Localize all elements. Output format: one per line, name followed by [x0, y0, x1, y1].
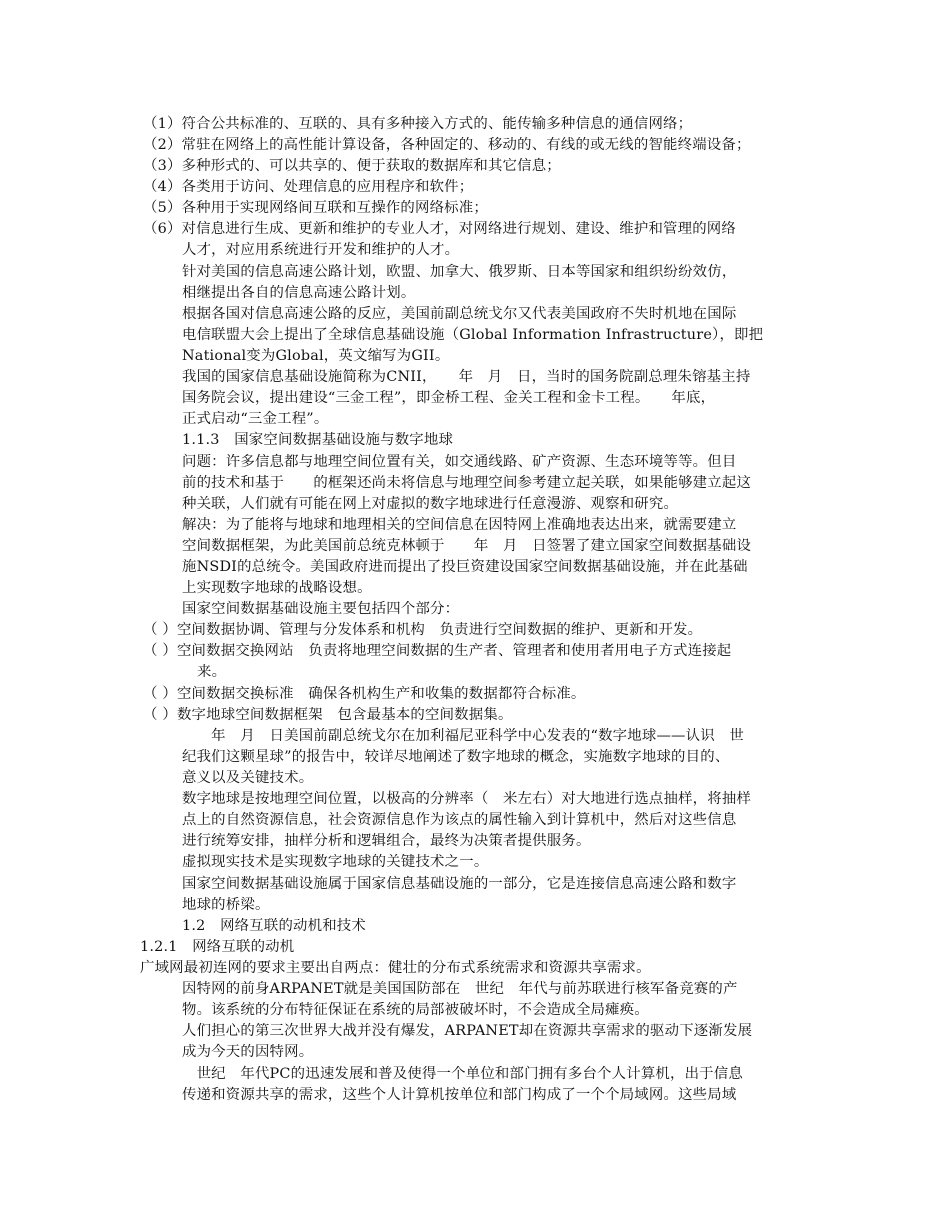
list-item: （ ）空间数据交换网站 负责将地理空间数据的生产者、管理者和使用者用电子方式连接起	[143, 643, 732, 659]
text-line: 空间数据框架，为此美国前总统克林顿于 年 月 日签署了建立国家空间数据基础设	[182, 538, 752, 554]
text-line: 上实现数字地球的战略设想。	[182, 580, 372, 596]
list-item-6: （6）对信息进行生成、更新和维护的专业人才，对网络进行规划、建设、维护和管理的网络	[143, 221, 736, 237]
list-item: （ ）空间数据协调、管理与分发体系和机构 负责进行空间数据的维护、更新和开发。	[143, 622, 703, 638]
text-line: 来。	[197, 664, 227, 680]
section-heading-1-2: 1.2 网络互联的动机和技术	[182, 918, 366, 934]
text-line: 施NSDI的总统令。美国政府进而提出了投巨资建设国家空间数据基础设施，并在此基础	[182, 559, 748, 575]
list-item-4: （4）各类用于访问、处理信息的应用程序和软件；	[143, 179, 474, 195]
text-line: 人们担心的第三次世界大战并没有爆发，ARPANET却在资源共享需求的驱动下逐渐发展	[182, 1023, 753, 1039]
text-line: 根据各国对信息高速公路的反应，美国前副总统戈尔又代表美国政府不失时机地在国际	[182, 306, 737, 322]
text-line: 年 月 日美国前副总统戈尔在加利福尼亚科学中心发表的“数字地球——认识 世	[182, 728, 745, 744]
text-line: 传递和资源共享的需求，这些个人计算机按单位和部门构成了一个个局域网。这些局域	[182, 1087, 737, 1103]
text-line: 国务院会议，提出建设“三金工程”，即金桥工程、金关工程和金卡工程。 年底，	[182, 390, 716, 406]
text-line: 解决：为了能将与地球和地理相关的空间信息在因特网上准确地表达出来，就需要建立	[182, 517, 737, 533]
text-line: 我国的国家信息基础设施简称为CNII， 年 月 日，当时的国务院副总理朱镕基主持	[182, 369, 751, 385]
text-line: 针对美国的信息高速公路计划，欧盟、加拿大、俄罗斯、日本等国家和组织纷纷效仿，	[182, 264, 737, 280]
text-line: 数字地球是按地理空间位置，以极高的分辨率（ 米左右）对大地进行选点抽样，将抽样	[182, 791, 752, 807]
list-item-1: （1）符合公共标准的、互联的、具有多种接入方式的、能传输多种信息的通信网络；	[143, 116, 693, 132]
list-item-5: （5）各种用于实现网络间互联和互操作的网络标准；	[143, 200, 488, 216]
text-line: 人才，对应用系统进行开发和维护的人才。	[182, 242, 460, 258]
text-line: 纪我们这颗星球”的报告中，较详尽地阐述了数字地球的概念，实施数字地球的目的、	[182, 749, 730, 765]
section-heading-1-1-3: 1.1.3 国家空间数据基础设施与数字地球	[182, 432, 454, 448]
text-line: 物。该系统的分布特征保证在系统的局部被破坏时，不会造成全局瘫痪。	[182, 1002, 649, 1018]
text-line: 因特网的前身ARPANET就是美国国防部在 世纪 年代与前苏联进行核军备竞赛的产	[182, 981, 738, 997]
text-line: National变为Global，英文缩写为GII。	[182, 348, 450, 364]
list-item-3: （3）多种形式的、可以共享的、便于获取的数据库和其它信息；	[143, 158, 561, 174]
text-line: 国家空间数据基础设施属于国家信息基础设施的一部分，它是连接信息高速公路和数字	[182, 876, 737, 892]
text-line: 电信联盟大会上提出了全球信息基础设施（Global Information Infrastructure），即把	[182, 327, 764, 343]
text-line: 广域网最初连网的要求主要出自两点：健壮的分布式系统需求和资源共享需求。	[140, 960, 651, 976]
text-line: 相继提出各自的信息高速公路计划。	[182, 285, 416, 301]
text-line: 意义以及关键技术。	[182, 770, 314, 786]
list-item-2: （2）常驻在网络上的高性能计算设备，各种固定的、移动的、有线的或无线的智能终端设备；	[143, 137, 751, 153]
text-line: 前的技术和基于 的框架还尚未将信息与地理空间参考建立起关联，如果能够建立起这	[182, 475, 752, 491]
text-line: 地球的桥梁。	[182, 897, 270, 913]
text-line: 国家空间数据基础设施主要包括四个部分：	[182, 601, 460, 617]
text-line: 虚拟现实技术是实现数字地球的关键技术之一。	[182, 854, 489, 870]
text-line: 进行统筹安排，抽样分析和逻辑组合，最终为决策者提供服务。	[182, 833, 591, 849]
text-line: 成为今天的因特网。	[182, 1044, 314, 1060]
text-line: 问题：许多信息都与地理空间位置有关，如交通线路、矿产资源、生态环境等等。但目	[182, 454, 737, 470]
list-item: （ ）数字地球空间数据框架 包含最基本的空间数据集。	[143, 707, 513, 723]
text-line: 世纪 年代PC的迅速发展和普及使得一个单位和部门拥有多台个人计算机，出于信息	[182, 1066, 743, 1082]
text-line: 种关联，人们就有可能在网上对虚拟的数字地球进行任意漫游、观察和研究。	[182, 496, 679, 512]
text-line: 点上的自然资源信息，社会资源信息作为该点的属性输入到计算机中，然后对这些信息	[182, 812, 737, 828]
text-line: 正式启动“三金工程”。	[182, 411, 329, 427]
list-item: （ ）空间数据交换标准 确保各机构生产和收集的数据都符合标准。	[143, 686, 586, 702]
section-heading-1-2-1: 1.2.1 网络互联的动机	[140, 939, 295, 955]
